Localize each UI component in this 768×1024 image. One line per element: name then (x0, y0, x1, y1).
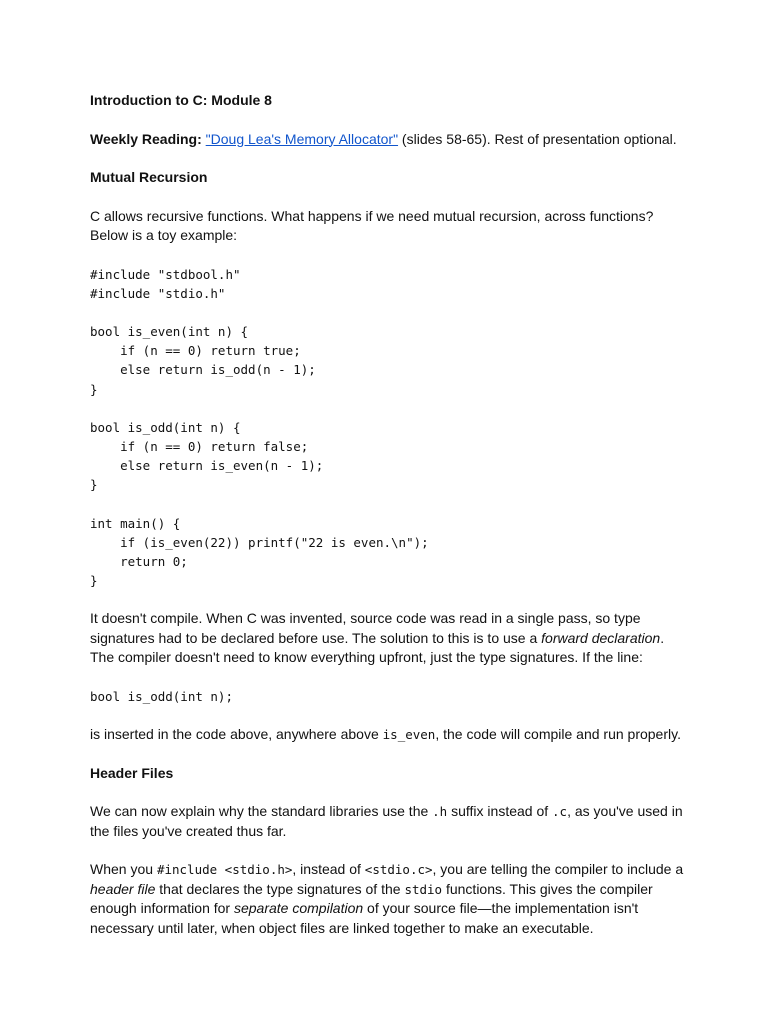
hf2-text-b: , instead of (292, 861, 365, 878)
hf2-text-e: functions. This gives the compiler enough information for (90, 880, 653, 917)
insertion-code: is_even (382, 727, 436, 743)
hf1-text-b: suffix instead of (447, 803, 553, 820)
section-heading-header-files: Header Files (90, 764, 174, 781)
hf1-text-a: We can now explain why the standard libraries use the (90, 803, 433, 820)
code-block-includes: #include "stdbool.h" #include "stdio.h" (90, 266, 241, 301)
explain-emphasis: forward declaration (541, 629, 661, 646)
reading-link[interactable]: "Doug Lea's Memory Allocator" (205, 130, 399, 147)
section-heading-mutual-recursion: Mutual Recursion (90, 169, 208, 185)
hf2-code-3: stdio (404, 881, 443, 897)
document-page (90, 91, 690, 957)
hf2-emphasis-1: header file (90, 880, 156, 897)
hf1-text-c: , as you've used in the files you've created thus far. (90, 803, 683, 839)
weekly-reading-label: Weekly Reading: (90, 130, 202, 147)
hf2-emphasis-2: separate compilation (233, 900, 364, 917)
weekly-reading (90, 130, 690, 150)
explain-text-1: It doesn't compile. When C was invented, source code was read in a single pass, so type signatures had to be declared before use. The solution to this is to use a (90, 610, 641, 646)
explain-text-2: . The compiler doesn't need to know everything upfront, just the type signatures. If the line: (90, 629, 665, 666)
code-block-is-odd: bool is_odd(int n) { if (n == 0) return false; else return is_even(n - 1); } (90, 419, 324, 493)
insertion-text-1: is inserted in the code above, anywhere above (90, 726, 383, 743)
code-block-is-even: bool is_even(int n) { if (n == 0) return true; else return is_odd(n - 1); } (90, 323, 316, 397)
reading-note: (slides 58-65). Rest of presentation optional. (398, 130, 677, 147)
hf1-code-1: .h (432, 804, 448, 820)
code-block-forward-decl: bool is_odd(int n); (90, 688, 233, 704)
mutual-recursion-intro: C allows recursive functions. What happens if we need mutual recursion, across functions? Below is a toy example: (90, 207, 654, 243)
header-files-para-1 (90, 802, 690, 841)
document-title: Introduction to C: Module 8 (90, 92, 272, 108)
insertion-text-2: , the code will compile and run properly. (435, 726, 681, 743)
hf2-text-f: of your source file—the implementation isn't necessary until later, when object files are linked together to make an executable. (90, 900, 639, 936)
hf2-code-1: #include <stdio.h> (156, 862, 293, 878)
hf1-code-2: .c (552, 804, 568, 820)
hf2-text-d: that declares the type signatures of the (155, 880, 405, 897)
header-files-para-2 (90, 860, 690, 938)
forward-declaration-explanation (90, 609, 690, 668)
hf2-code-2: <stdio.c> (364, 862, 433, 878)
hf2-text-c: , you are telling the compiler to include a (432, 861, 684, 878)
insertion-note (90, 725, 690, 745)
hf2-text-a: When you (90, 861, 157, 878)
code-block-main: int main() { if (is_even(22)) printf("22 is even.\n"); return 0; } (90, 515, 429, 589)
